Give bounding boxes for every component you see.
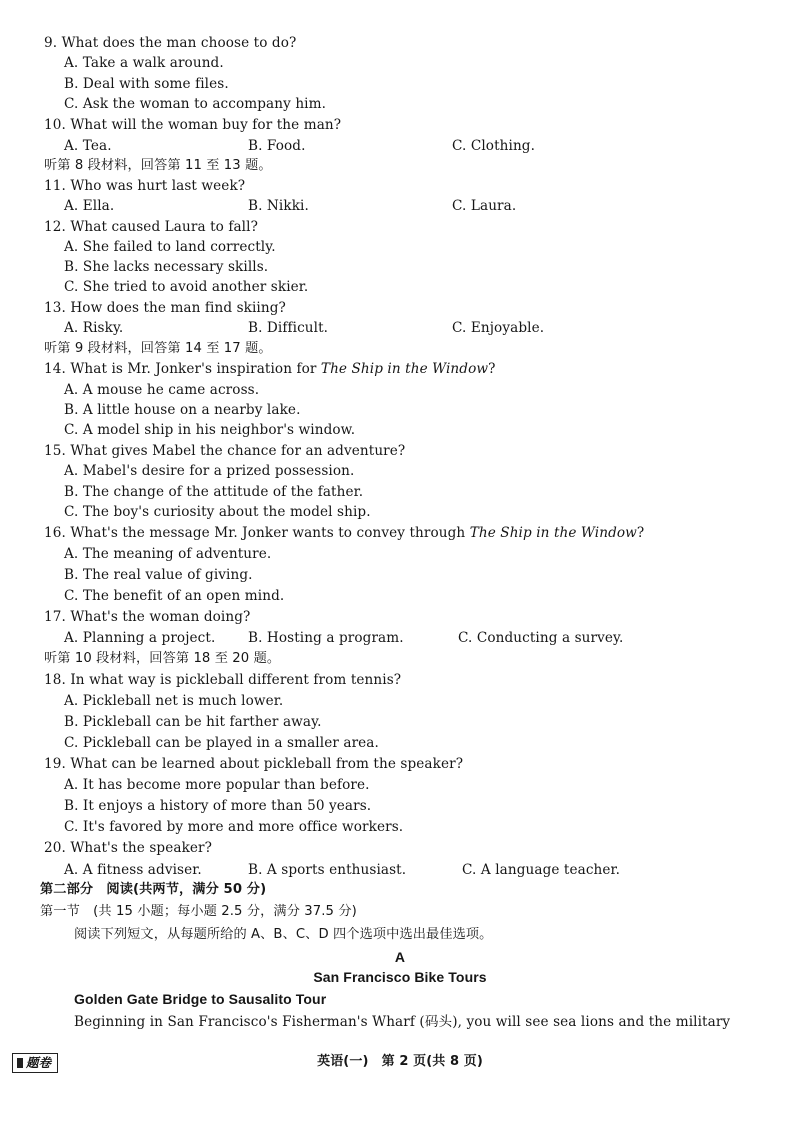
question-12-stem: 12. What caused Laura to fall?	[44, 219, 258, 235]
question-14-stem-text: 14. What is Mr. Jonker's inspiration for	[44, 361, 321, 377]
question-19-option-b: B. It enjoys a history of more than 50 years.	[64, 798, 372, 814]
section-8-instruction: 听第 8 段材料，回答第 11 至 13 题。	[44, 158, 272, 173]
question-10-stem: 10. What will the woman buy for the man?	[44, 117, 342, 133]
passage-title: San Francisco Bike Tours	[313, 969, 487, 985]
question-16-option-c: C. The benefit of an open mind.	[64, 588, 285, 604]
question-17-stem: 17. What's the woman doing?	[44, 609, 251, 625]
question-16-stem-end: ?	[636, 525, 645, 541]
question-9-option-c: C. Ask the woman to accompany him.	[64, 96, 327, 112]
question-18-option-b: B. Pickleball can be hit farther away.	[64, 714, 322, 730]
question-11-option-c: C. Laura.	[452, 198, 517, 214]
question-18-stem: 18. In what way is pickleball different from tennis?	[44, 672, 402, 688]
passage-first-line: Beginning in San Francisco's Fisherman's Wharf (码头), you will see sea lions and the military	[74, 1014, 731, 1030]
question-17-option-c: C. Conducting a survey.	[458, 630, 624, 646]
question-9-option-b: B. Deal with some files.	[64, 76, 229, 92]
question-14-book-title: The Ship in the Window	[320, 361, 489, 377]
question-10-option-c: C. Clothing.	[452, 138, 536, 154]
question-20-option-b: B. A sports enthusiast.	[248, 862, 407, 878]
question-17-option-a: A. Planning a project.	[64, 630, 216, 646]
question-14-option-b: B. A little house on a nearby lake.	[64, 402, 301, 418]
question-10-option-a: A. Tea.	[64, 138, 112, 154]
section-10-instruction: 听第 10 段材料，回答第 18 至 20 题。	[44, 651, 281, 666]
passage-letter: A	[394, 949, 406, 965]
question-19-stem: 19. What can be learned about pickleball from the speaker?	[44, 756, 464, 772]
question-12-option-c: C. She tried to avoid another skier.	[64, 279, 309, 295]
question-16-book-title: The Ship in the Window	[469, 525, 637, 541]
question-19-option-a: A. It has become more popular than before.	[64, 777, 370, 793]
page-footer: 英语(一) 第 2 页(共 8 页)	[317, 1054, 483, 1069]
question-9-option-a: A. Take a walk around.	[64, 55, 224, 71]
question-13-option-b: B. Difficult.	[248, 320, 329, 336]
question-10-option-b: B. Food.	[248, 138, 306, 154]
question-14-option-c: C. A model ship in his neighbor's window.	[64, 422, 356, 438]
question-18-option-c: C. Pickleball can be played in a smaller area.	[64, 735, 379, 751]
question-20-option-a: A. A fitness adviser.	[64, 862, 202, 878]
question-15-option-a: A. Mabel's desire for a prized possession.	[64, 463, 355, 479]
question-13-option-a: A. Risky.	[64, 320, 124, 336]
badge-label: 题卷	[26, 1055, 52, 1070]
question-20-stem: 20. What's the speaker?	[44, 840, 213, 856]
question-15-option-b: B. The change of the attitude of the father.	[64, 484, 364, 500]
question-15-option-c: C. The boy's curiosity about the model ship.	[64, 504, 371, 520]
question-14-stem	[44, 360, 496, 378]
question-12-option-a: A. She failed to land correctly.	[64, 239, 276, 255]
question-16-stem	[44, 524, 644, 542]
question-19-option-c: C. It's favored by more and more office workers.	[64, 819, 404, 835]
question-17-option-b: B. Hosting a program.	[248, 630, 404, 646]
question-11-option-a: A. Ella.	[64, 198, 115, 214]
question-16-option-b: B. The real value of giving.	[64, 567, 253, 583]
tour-title: Golden Gate Bridge to Sausalito Tour	[74, 991, 327, 1007]
question-13-stem: 13. How does the man find skiing?	[44, 300, 286, 316]
reading-instructions: 阅读下列短文，从每题所给的 A、B、C、D 四个选项中选出最佳选项。	[74, 927, 493, 942]
question-20-option-c: C. A language teacher.	[462, 862, 621, 878]
question-16-option-a: A. The meaning of adventure.	[64, 546, 272, 562]
question-15-stem: 15. What gives Mabel the chance for an adventure?	[44, 443, 406, 459]
question-11-option-b: B. Nikki.	[248, 198, 309, 214]
section-1-heading: 第一节 (共 15 小题；每小题 2.5 分，满分 37.5 分)	[40, 904, 357, 919]
question-13-option-c: C. Enjoyable.	[452, 320, 545, 336]
question-16-stem-text: 16. What's the message Mr. Jonker wants to convey through	[44, 525, 470, 541]
question-12-option-b: B. She lacks necessary skills.	[64, 259, 269, 275]
question-14-option-a: A. A mouse he came across.	[64, 382, 260, 398]
part-2-heading: 第二部分 阅读(共两节，满分 50 分)	[40, 882, 267, 897]
question-18-option-a: A. Pickleball net is much lower.	[64, 693, 284, 709]
question-11-stem: 11. Who was hurt last week?	[44, 178, 246, 194]
section-9-instruction: 听第 9 段材料，回答第 14 至 17 题。	[44, 341, 272, 356]
question-9-stem: 9. What does the man choose to do?	[44, 35, 297, 51]
question-14-stem-end: ?	[488, 361, 496, 377]
